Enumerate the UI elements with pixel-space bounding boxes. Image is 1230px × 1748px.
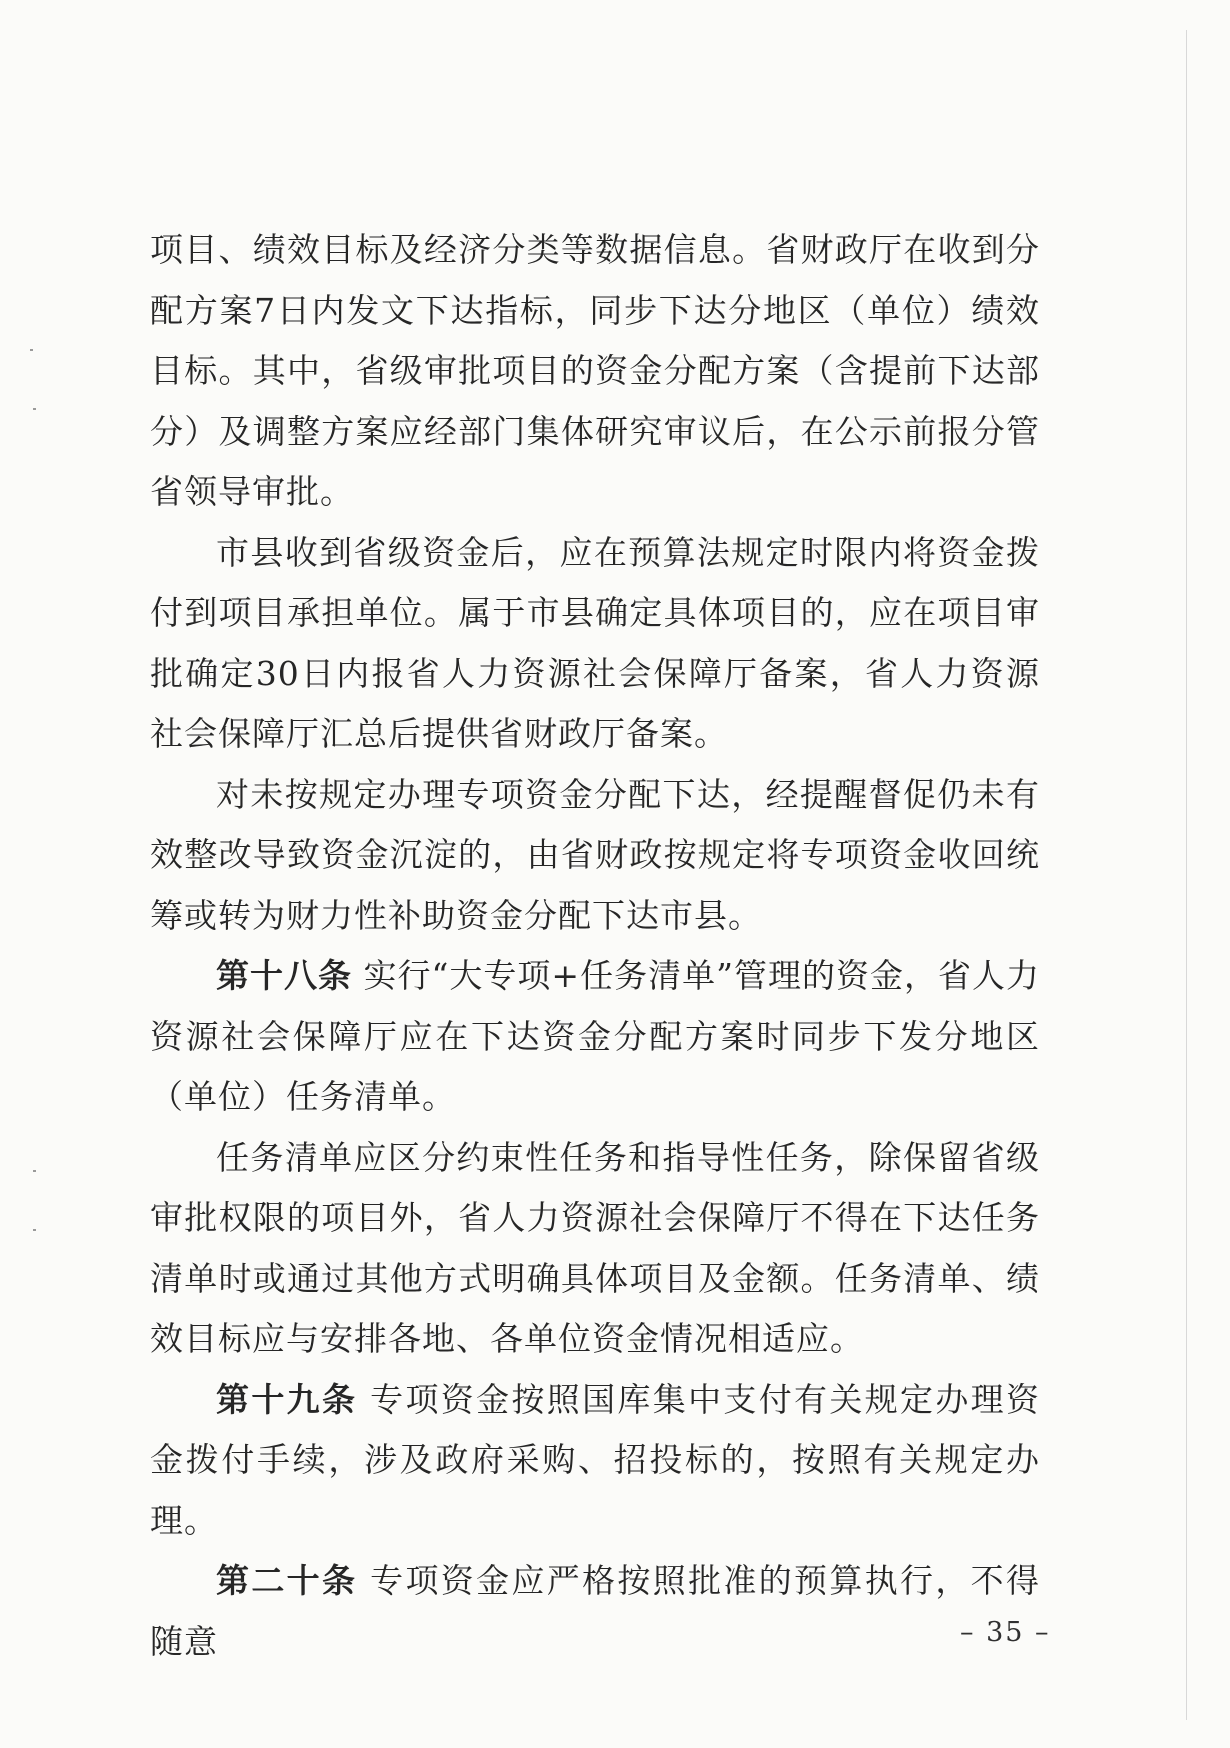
paragraph-text: 任务清单应区分约束性任务和指导性任务，除保留省级审批权限的项目外，省人力资源社会保障厅不得在下达任务清单时或通过其他方式明确具体项目及金额。任务清单、绩效目标应与安排各地、各单位资金情况相适应。	[150, 1137, 1040, 1358]
article-heading: 第十八条	[216, 956, 353, 995]
scan-edge-line	[1186, 30, 1187, 1720]
article-heading: 第二十条	[216, 1561, 358, 1600]
page-number: – 35 –	[960, 1617, 1051, 1648]
paragraph-3	[150, 765, 1040, 947]
paragraph-text: 实行“大专项+任务清单”管理的资金，省人力资源社会保障厅应在下达资金分配方案时同步下发分地区（单位）任务清单。	[150, 956, 1040, 1116]
paragraph-text: 专项资金应严格按照批准的预算执行，不得随意	[150, 1561, 1041, 1661]
scan-speck	[33, 1229, 36, 1231]
scan-speck	[33, 1170, 36, 1172]
paragraph-1	[150, 220, 1040, 523]
document-body	[150, 220, 1040, 1672]
article-20	[150, 1551, 1040, 1672]
article-heading: 第十九条	[216, 1379, 358, 1419]
scan-speck	[30, 349, 33, 351]
scan-speck	[33, 408, 36, 410]
paragraph-2	[150, 523, 1040, 765]
paragraph-text: 对未按规定办理专项资金分配下达，经提醒督促仍未有效整改导致资金沉淀的，由省财政按规定将专项资金收回统筹或转为财力性补助资金分配下达市县。	[150, 774, 1040, 935]
paragraph-text: 专项资金按照国库集中支付有关规定办理资金拨付手续，涉及政府采购、招投标的，按照有关规定办理。	[150, 1379, 1041, 1540]
article-19	[150, 1370, 1040, 1552]
paragraph-text: 项目、绩效目标及经济分类等数据信息。省财政厅在收到分配方案7日内发文下达指标，同步下达分地区（单位）绩效目标。其中，省级审批项目的资金分配方案（含提前下达部分）及调整方案应经部门集体研究审议后，在公示前报分管省领导审批。	[150, 230, 1040, 511]
article-18	[150, 946, 1040, 1128]
paragraph-5	[150, 1128, 1040, 1370]
paragraph-text: 市县收到省级资金后，应在预算法规定时限内将资金拨付到项目承担单位。属于市县确定具体项目的，应在项目审批确定30日内报省人力资源社会保障厅备案，省人力资源社会保障厅汇总后提供省财政厅备案。	[150, 532, 1040, 753]
